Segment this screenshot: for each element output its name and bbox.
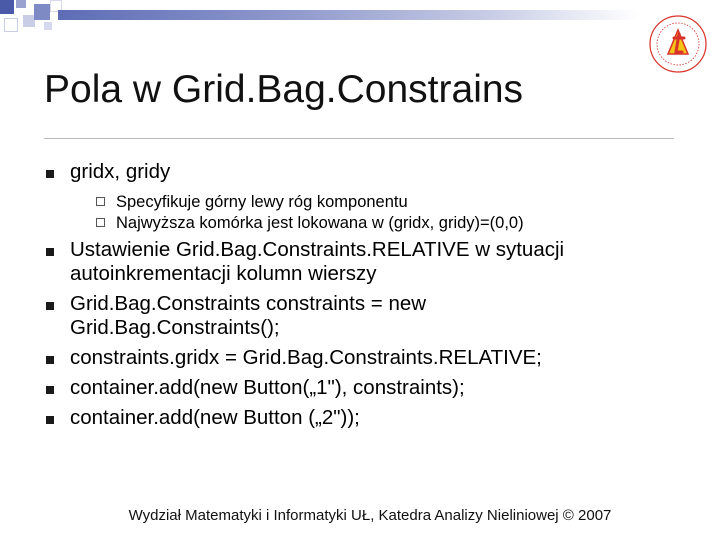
bullet-text-line: constraints.gridx = Grid.Bag.Constraints.RELATIVE; — [70, 346, 542, 369]
bullet-item — [42, 376, 682, 400]
bullet-item — [42, 160, 682, 184]
square-bullet-icon — [46, 416, 54, 424]
slide-footer: Wydział Matematyki i Informatyki UŁ, Katedra Analizy Nieliniowej © 2007 — [128, 507, 612, 524]
square-bullet-icon — [46, 302, 54, 310]
sub-bullet-item — [42, 192, 682, 213]
bullet-text-line: container.add(new Button („2")); — [70, 406, 360, 429]
square-bullet-icon — [46, 170, 54, 178]
sub-bullet-text: Specyfikuje górny lewy róg komponentu — [116, 193, 408, 211]
sub-bullet-text: Najwyższa komórka jest lokowana w (gridx, gridy)=(0,0) — [116, 214, 524, 232]
bullet-text-line: Grid.Bag.Constraints(); — [70, 316, 280, 339]
decor-square — [4, 18, 18, 32]
slide-title: Pola w Grid.Bag.Constrains — [44, 68, 524, 111]
sub-bullet-item — [42, 213, 682, 234]
bullet-item — [42, 292, 682, 340]
bullet-item — [42, 346, 682, 370]
decor-square — [0, 0, 14, 14]
square-bullet-icon — [46, 356, 54, 364]
decor-square — [34, 4, 50, 20]
hollow-square-bullet-icon — [96, 218, 105, 227]
bullet-item — [42, 406, 682, 430]
header-gradient-stripe — [58, 10, 638, 20]
hollow-square-bullet-icon — [96, 197, 105, 206]
bullet-item — [42, 238, 682, 286]
decor-square — [16, 0, 26, 8]
university-logo — [648, 14, 708, 74]
square-bullet-icon — [46, 248, 54, 256]
bullet-text-line: Ustawienie Grid.Bag.Constraints.RELATIVE w sytuacji — [70, 238, 565, 261]
bullet-text-line: autoinkrementacji kolumn wierszy — [70, 262, 377, 285]
slide-content — [42, 160, 682, 430]
bullet-text: gridx, gridy — [70, 160, 171, 183]
title-divider — [44, 138, 674, 139]
square-bullet-icon — [46, 386, 54, 394]
bullet-text-line: container.add(new Button(„1"), constraints); — [70, 376, 465, 399]
decor-square — [44, 22, 52, 30]
bullet-text-line: Grid.Bag.Constraints constraints = new — [70, 292, 427, 315]
